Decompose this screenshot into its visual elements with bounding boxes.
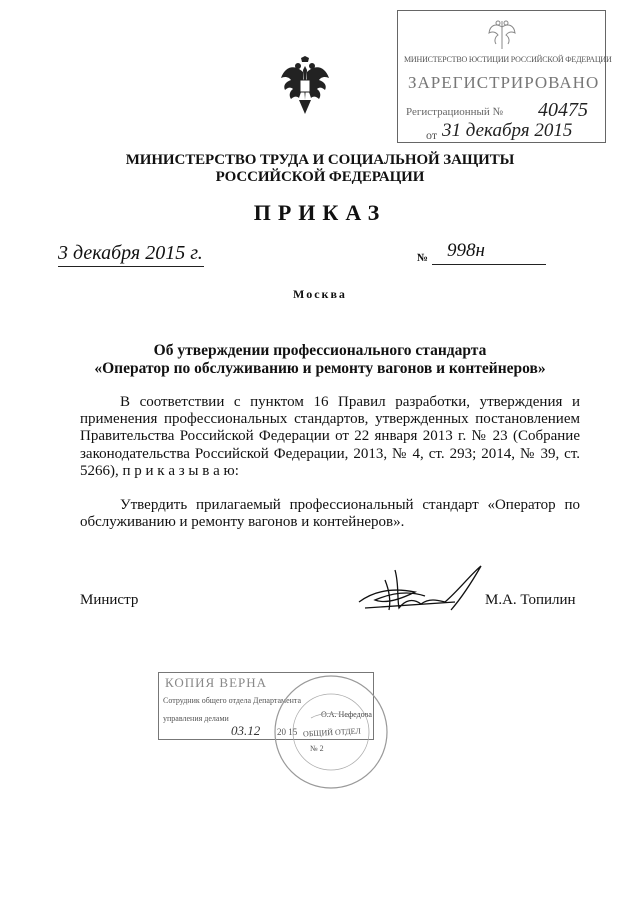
- signer-name: М.А. Топилин: [485, 592, 576, 608]
- coat-of-arms-icon: [279, 56, 331, 116]
- registration-number-label: Регистрационный №: [406, 106, 504, 118]
- eagle-emblem-icon: [486, 17, 518, 53]
- copy-stamp-signer: О.А. Нефедова: [321, 710, 372, 719]
- copy-stamp-department: управления делами: [163, 714, 229, 723]
- order-number-underline: [432, 264, 546, 265]
- registration-stamp: [397, 10, 612, 143]
- ministry-title-line1: МИНИСТЕРСТВО ТРУДА И СОЦИАЛЬНОЙ ЗАЩИТЫ: [125, 152, 515, 168]
- handwritten-signature-icon: [355, 560, 495, 620]
- order-date-underline: [58, 266, 204, 267]
- order-title: ПРИКАЗ: [253, 200, 387, 225]
- registration-number-value: 40475: [538, 99, 588, 121]
- body-paragraph-2: [80, 497, 580, 531]
- copy-stamp-year: 20 15: [277, 727, 298, 737]
- registration-date-value: 31 декабря 2015: [442, 120, 573, 141]
- copy-stamp-position: Сотрудник общего отдела Департамента: [163, 696, 302, 705]
- order-subject: [60, 342, 580, 378]
- registration-word: ЗАРЕГИСТРИРОВАНО: [408, 73, 600, 92]
- order-number-value: 998н: [447, 240, 485, 261]
- seal-number: № 2: [310, 744, 324, 753]
- order-number-label: №: [417, 252, 429, 264]
- copy-stamp-date: 03.12: [231, 723, 261, 738]
- registration-ministry: МИНИСТЕРСТВО ЮСТИЦИИ РОССИЙСКОЙ ФЕДЕРАЦИИ: [404, 55, 612, 64]
- body-paragraph-1-text: В соответствии с пунктом 16 Правил разработки, утверждения и применения профессиональных стандартов, утвержденных постановлением Правительства Российской Федерации от 22 января 2013 г. № 23 (Собрание законодательства Российской Федерации, 2013, № 4, ст. 293; 2014, № 39, ст. 5266), п р и к а з ы в а ю:: [80, 394, 580, 479]
- subject-line2: «Оператор по обслуживанию и ремонту вагонов и контейнеров»: [94, 360, 546, 377]
- signer-role: Министр: [80, 592, 139, 608]
- copy-stamp-title: КОПИЯ ВЕРНА: [165, 675, 268, 690]
- body-paragraph-1: [80, 394, 580, 480]
- city: Москва: [293, 287, 347, 301]
- order-date: 3 декабря 2015 г.: [58, 242, 203, 264]
- ministry-title-line2: РОССИЙСКОЙ ФЕДЕРАЦИИ: [215, 169, 425, 185]
- ministry-title: [80, 152, 560, 186]
- seal-text: ОБЩИЙ ОТДЕЛ: [302, 726, 362, 739]
- body-paragraph-2-text: Утвердить прилагаемый профессиональный стандарт «Оператор по обслуживанию и ремонту вагонов и контейнеров».: [80, 497, 580, 531]
- registration-date-label: от: [426, 128, 438, 142]
- subject-line1: Об утверждении профессионального стандарта: [153, 342, 487, 359]
